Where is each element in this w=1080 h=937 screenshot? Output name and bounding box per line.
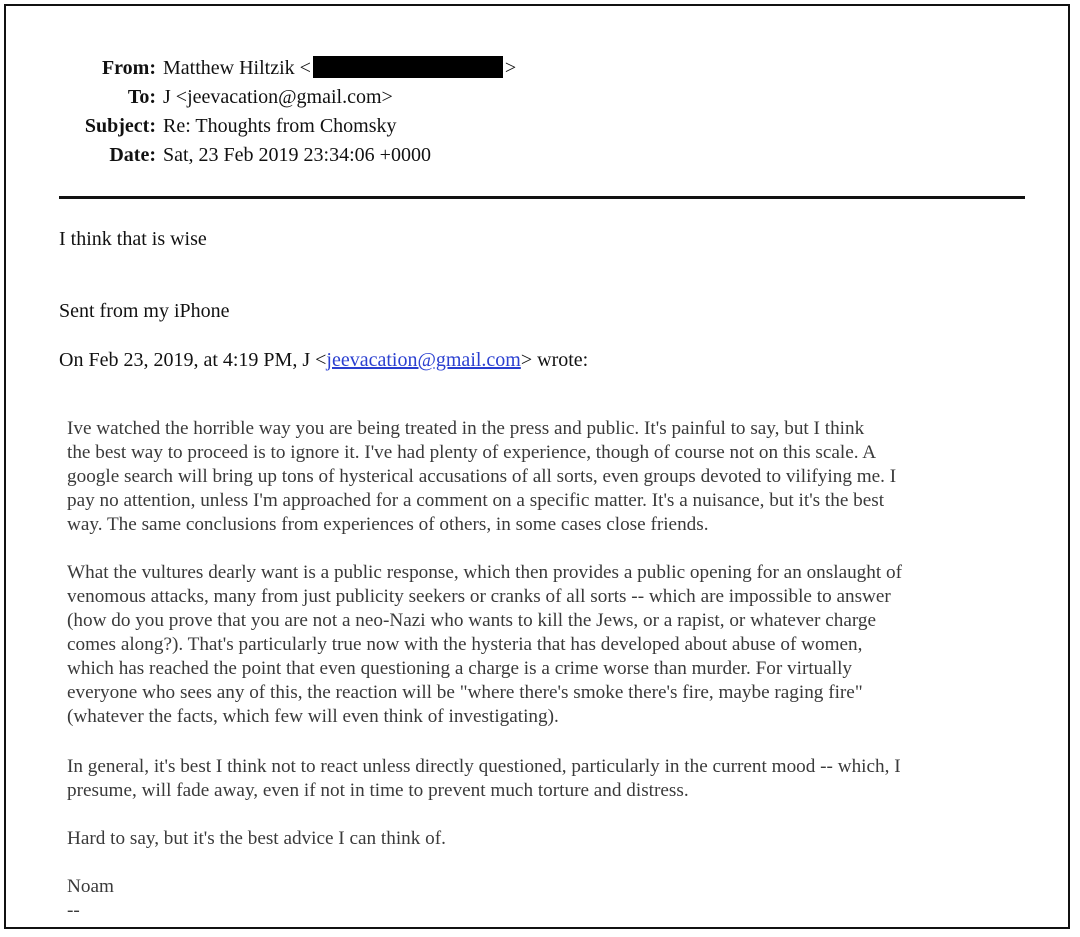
attribution-email-link[interactable]: jeevacation@gmail.com xyxy=(326,349,521,371)
quoted-line: presume, will fade away, even if not in time to prevent much torture and distress. xyxy=(67,780,689,801)
quoted-line: the best way to proceed is to ignore it. I've had plenty of experience, though of course not on this scale. A xyxy=(67,442,877,463)
from-suffix: > xyxy=(504,57,517,79)
quoted-line: Ive watched the horrible way you are being treated in the press and public. It's painful to say, but I think xyxy=(67,418,865,439)
header-to-row xyxy=(6,83,1070,111)
subject-value: Re: Thoughts from Chomsky xyxy=(163,115,397,137)
quoted-paragraph-2 xyxy=(67,561,1029,729)
to-value: J <jeevacation@gmail.com> xyxy=(163,86,393,108)
to-label: To: xyxy=(127,86,156,108)
quoted-paragraph-4: Hard to say, but it's the best advice I can think of. xyxy=(67,828,446,849)
email-printout xyxy=(4,4,1070,929)
attribution-suffix: > wrote: xyxy=(520,349,589,371)
quoted-paragraph-1 xyxy=(67,417,1029,537)
header-subject-row xyxy=(6,112,1070,140)
header-date-row xyxy=(6,141,1070,169)
subject-label: Subject: xyxy=(84,115,156,137)
quoted-line: venomous attacks, many from just publicity seekers or cranks of all sorts -- which are impossible to answer xyxy=(67,586,891,607)
quoted-line: which has reached the point that even questioning a charge is a crime worse than murder. For virtually xyxy=(67,658,853,679)
quoted-message xyxy=(67,417,1029,537)
redaction-bar xyxy=(313,56,503,78)
quoted-line: (how do you prove that you are not a neo-Nazi who wants to kill the Jews, or a rapist, or whatever charge xyxy=(67,610,877,631)
date-value: Sat, 23 Feb 2019 23:34:06 +0000 xyxy=(163,144,431,166)
reply-body: I think that is wise xyxy=(59,228,207,250)
quoted-line: way. The same conclusions from experiences of others, in some cases close friends. xyxy=(67,514,709,535)
from-name: Matthew Hiltzik < xyxy=(163,57,311,79)
from-label: From: xyxy=(101,57,156,79)
quoted-line: (whatever the facts, which few will even think of investigating). xyxy=(67,706,559,727)
header-divider xyxy=(59,196,1025,199)
quoted-line: What the vultures dearly want is a public response, which then provides a public opening for an onslaught of xyxy=(67,562,902,583)
reply-signature: Sent from my iPhone xyxy=(59,300,230,322)
attribution-prefix: On Feb 23, 2019, at 4:19 PM, J < xyxy=(59,349,327,371)
from-value xyxy=(163,54,516,82)
quoted-line: everyone who sees any of this, the reaction will be "where there's smoke there's fire, maybe raging fire" xyxy=(67,682,863,703)
quoted-message-3 xyxy=(67,755,1029,803)
quoted-message-2 xyxy=(67,561,1029,729)
date-label: Date: xyxy=(109,144,156,166)
quoted-line: comes along?). That's particularly true now with the hysteria that has developed about abuse of women, xyxy=(67,634,863,655)
quoted-signoff: Noam xyxy=(67,876,114,897)
quote-attribution xyxy=(59,347,588,373)
quoted-paragraph-3 xyxy=(67,755,1029,803)
quoted-line: pay no attention, unless I'm approached for a comment on a specific matter. It's a nuisance, but it's the best xyxy=(67,490,885,511)
quoted-line: google search will bring up tons of hysterical accusations of all sorts, even groups devoted to vilifying me. I xyxy=(67,466,897,487)
header-from-row xyxy=(6,54,1070,82)
signature-separator: -- xyxy=(67,900,80,921)
quoted-line: In general, it's best I think not to react unless directly questioned, particularly in the current mood -- which, I xyxy=(67,756,901,777)
